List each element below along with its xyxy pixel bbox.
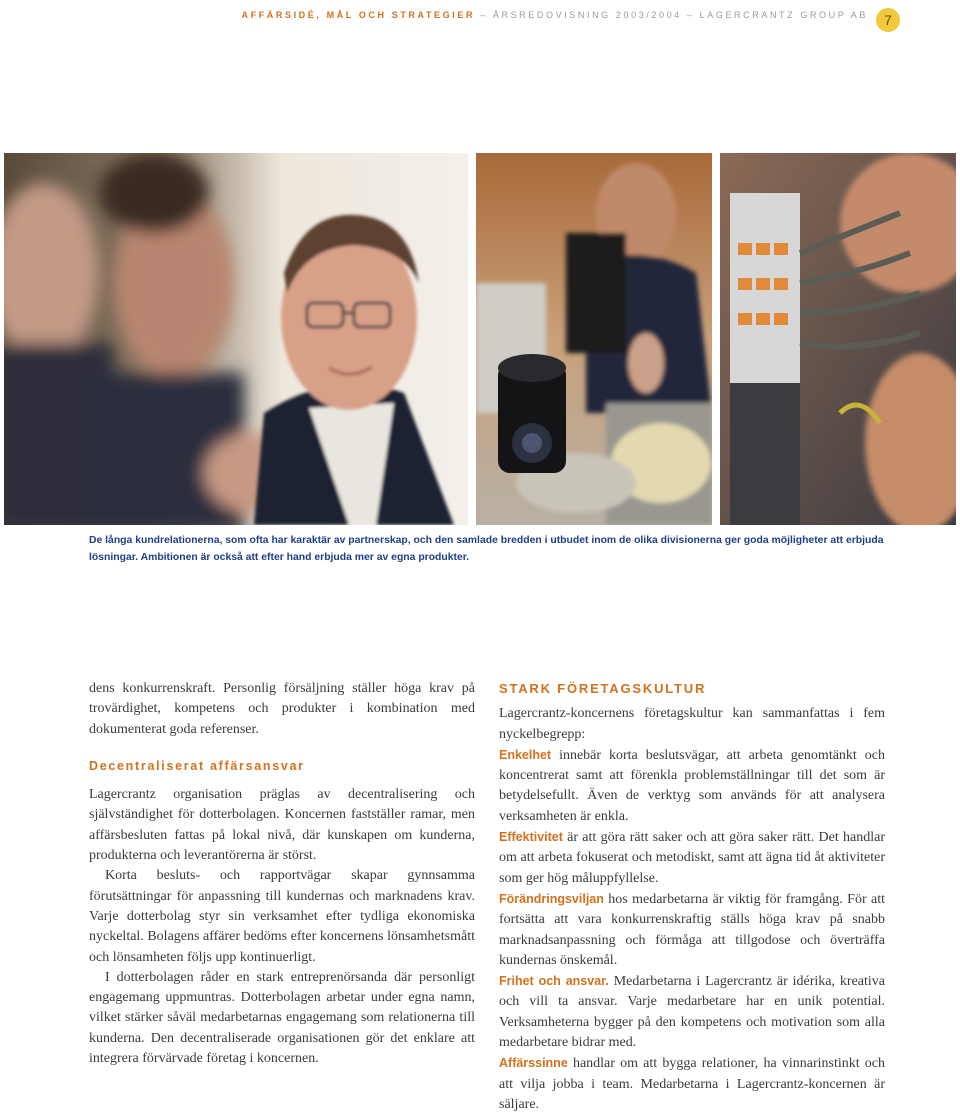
value-text-affarssinne: handlar om att bygga relationer, ha vinnarinstinkt och att vilja jobba i team. Medarbetarna i Lagercrantz-koncernen är säljare.: [499, 1056, 885, 1112]
value-paragraph-effektivitet: [499, 827, 885, 889]
photo-terminal-wiring: [720, 153, 956, 525]
right-intro-paragraph: Lagercrantz-koncernens företagskultur kan sammanfattas i fem nyckelbegrepp:: [499, 706, 885, 742]
photo-caption: De långa kundrelationerna, som ofta har karaktär av partnerskap, och den samlade bredden i utbudet inom de olika divisionerna ger goda möjligheter att erbjuda lösningar. Ambitionen är också att efter hand erbjuda mer av egna produkter.: [89, 535, 884, 563]
left-paragraph-1: Lagercrantz organisation präglas av decentralisering och självständighet för dotterbolagen. Koncernen fastställer ramar, men affärsbesluten fattas på lokal nivå, där kunskapen om kunderna, produkterna och leverantörerna är störst.: [89, 787, 475, 864]
header-section: AFFÄRSIDÉ, MÅL OCH STRATEGIER: [241, 10, 476, 20]
keyword-effektivitet: Effektivitet: [499, 830, 563, 845]
left-intro-paragraph: dens konkurrenskraft. Personlig försäljning ställer höga krav på trovärdighet, kompetens och produkter i kombination med dokumenterat goda referenser.: [89, 681, 475, 737]
running-header: [0, 8, 960, 28]
photo-camera-workbench: [476, 153, 712, 525]
right-column: [499, 679, 885, 1115]
value-text-effektivitet: är att göra rätt saker och att göra saker rätt. Det handlar om att arbeta fokuserat och metodiskt, samt att ägna tid åt aktiviteter som ger hög måluppfyllelse.: [499, 830, 885, 886]
left-column: [89, 679, 475, 1069]
subheading-decentralized: Decentraliserat affärsansvar: [89, 758, 305, 773]
value-paragraph-affarssinne: [499, 1053, 885, 1115]
keyword-forandringsviljan: Förändringsviljan: [499, 891, 604, 906]
keyword-affarssinne: Affärssinne: [499, 1056, 568, 1071]
header-text: [241, 10, 868, 20]
value-paragraph-frihet: [499, 971, 885, 1053]
keyword-frihet-och-ansvar: Frihet och ansvar.: [499, 974, 609, 989]
photo-meeting: [4, 153, 468, 525]
left-paragraph-3: I dotterbolagen råder en stark entreprenörsanda där personligt engagemang uppmuntras. Dotterbolagen arbetar under egna namn, vilket stärker såväl medarbetarnas engagemang som relationerna till kunderna. Den decentraliserade organisationen gör det enklare att integrera förvärvade företag i koncernen.: [89, 969, 475, 1067]
heading-company-culture: STARK FÖRETAGSKULTUR: [499, 681, 707, 696]
page-number-badge: 7: [876, 8, 900, 32]
value-paragraph-enkelhet: [499, 745, 885, 827]
value-text-frihet-och-ansvar: Medarbetarna i Lagercrantz är idérika, kreativa och vill ta ansvar. Varje medarbetare har en unik potential. Verksamheterna bygger på den kompetens och motivation som alla medarbetare bidrar med.: [499, 974, 885, 1051]
value-text-enkelhet: innebär korta beslutsvägar, att arbeta genomtänkt och koncentrerat samt att förenkla problemställningar till det som är betydelsefullt. Även de verktyg som används för att analysera verksamheten är enkla.: [499, 747, 885, 824]
header-report: – ÅRSREDOVISNING 2003/2004 – LAGERCRANTZ GROUP AB: [475, 10, 868, 20]
keyword-enkelhet: Enkelhet: [499, 747, 552, 762]
value-text-forandringsviljan: hos medarbetarna är viktig för framgång. För att fortsätta att vara konkurrenskraftig ställs höga krav på snabb marknadsanpassning och förmåga att tillgodose och överträffa kundernas önskemål.: [499, 891, 885, 968]
value-paragraph-forandringsvilja: [499, 889, 885, 971]
left-paragraph-2: Korta besluts- och rapportvägar skapar gynnsamma förutsättningar för anpassning till kundernas och marknadens krav. Varje dotterbolag styr sin verksamhet efter tydliga ekonomiska nyckeltal. Bolagens affärer bedöms efter koncernens lönsamhetsmått och lönsamheten följs upp kontinuerligt.: [89, 868, 475, 965]
